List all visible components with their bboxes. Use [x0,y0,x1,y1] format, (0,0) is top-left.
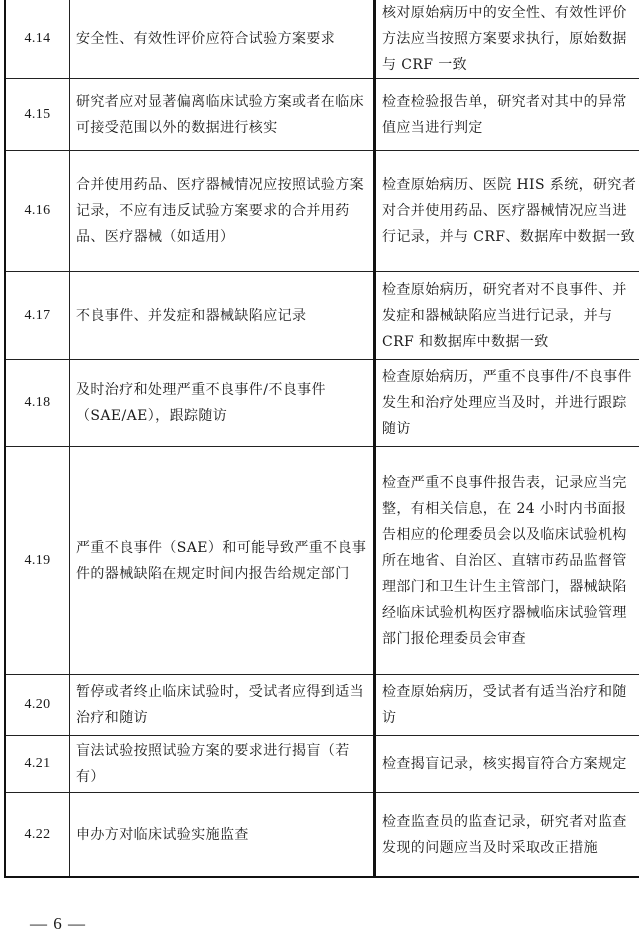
requirement-text: 研究者应对显著偏离临床试验方案或者在临床可接受范围以外的数据进行核实 [70,79,375,151]
item-number: 4.17 [5,272,70,360]
requirement-text: 暂停或者终止临床试验时，受试者应得到适当治疗和随访 [70,675,375,736]
inspection-method: 检查原始病历，受试者有适当治疗和随访 [375,675,639,736]
inspection-method: 检查原始病历，研究者对不良事件、并发症和器械缺陷应当进行记录，并与 CRF 和数据库中数据一致 [375,272,639,360]
table-row [5,151,639,272]
table-row [5,736,639,793]
table-row [5,79,639,151]
requirement-text: 严重不良事件（SAE）和可能导致严重不良事件的器械缺陷在规定时间内报告给规定部门 [70,447,375,675]
requirement-text: 盲法试验按照试验方案的要求进行揭盲（若有） [70,736,375,793]
item-number: 4.19 [5,447,70,675]
table-row [5,793,639,878]
inspection-method: 检查原始病历，严重不良事件/不良事件发生和治疗处理应当及时，并进行跟踪随访 [375,360,639,447]
inspection-method: 检查揭盲记录，核实揭盲符合方案规定 [375,736,639,793]
requirement-text: 不良事件、并发症和器械缺陷应记录 [70,272,375,360]
table-row [5,447,639,675]
item-number: 4.22 [5,793,70,878]
inspection-method: 检查检验报告单，研究者对其中的异常值应当进行判定 [375,79,639,151]
inspection-method: 核对原始病历中的安全性、有效性评价方法应当按照方案要求执行，原始数据与 CRF 一致 [375,0,639,79]
inspection-method: 检查原始病历、医院 HIS 系统，研究者对合并使用药品、医疗器械情况应当进行记录，并与 CRF、数据库中数据一致 [375,151,639,272]
page-number: — 6 — [30,914,86,933]
table-row [5,0,639,79]
item-number: 4.16 [5,151,70,272]
requirement-text: 及时治疗和处理严重不良事件/不良事件（SAE/AE），跟踪随访 [70,360,375,447]
requirements-table [4,0,639,878]
table-row [5,675,639,736]
inspection-method: 检查监查员的监查记录，研究者对监查发现的问题应当及时采取改正措施 [375,793,639,878]
item-number: 4.15 [5,79,70,151]
requirement-text: 安全性、有效性评价应符合试验方案要求 [70,0,375,79]
item-number: 4.21 [5,736,70,793]
item-number: 4.14 [5,0,70,79]
item-number: 4.20 [5,675,70,736]
requirement-text: 申办方对临床试验实施监查 [70,793,375,878]
item-number: 4.18 [5,360,70,447]
table-row [5,272,639,360]
inspection-method: 检查严重不良事件报告表，记录应当完整，有相关信息，在 24 小时内书面报告相应的伦理委员会以及临床试验机构所在地省、自治区、直辖市药品监督管理部门和卫生计生主管部门，器械缺陷经临床试验机构医疗器械临床试验管理部门报伦理委员会审查 [375,447,639,675]
table-row [5,360,639,447]
requirement-text: 合并使用药品、医疗器械情况应按照试验方案记录，不应有违反试验方案要求的合并用药品、医疗器械（如适用） [70,151,375,272]
